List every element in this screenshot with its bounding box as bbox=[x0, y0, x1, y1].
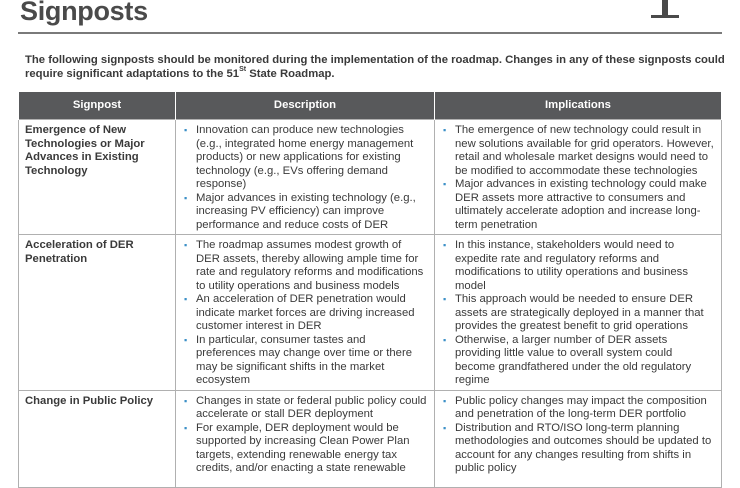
description-cell bbox=[176, 390, 435, 487]
table-header-row bbox=[19, 92, 722, 120]
bullet-icon: ▪ bbox=[443, 240, 447, 250]
list-item: ▪ This approach would be needed to ensure DER assets are strategically deployed in a manner that provides the greatest benefit to grid operations bbox=[443, 293, 704, 332]
bullet-icon: ▪ bbox=[184, 294, 188, 304]
table-row bbox=[19, 235, 722, 391]
description-cell bbox=[176, 120, 435, 235]
table-row bbox=[19, 120, 722, 235]
intro-text-before: The following signposts should be monitored during the implementation of the roadmap. Changes in any of these signposts could require significant adaptations to the 51 bbox=[25, 54, 725, 80]
list-item: ▪ Otherwise, a larger number of DER assets providing little value to overall system could become grandfathered under the old regulatory regime bbox=[443, 333, 692, 386]
bullet-icon: ▪ bbox=[184, 395, 188, 406]
intro-superscript: St bbox=[239, 66, 247, 74]
bullet-icon: ▪ bbox=[443, 334, 447, 345]
list-item: ▪ The roadmap assumes modest growth of DER assets, thereby allowing ample time for rate and regulatory reforms and modifications to utility operations and business models bbox=[184, 239, 424, 292]
bullet-icon: ▪ bbox=[443, 422, 447, 433]
implications-cell bbox=[435, 390, 722, 487]
intro-text-after: State Roadmap. bbox=[246, 68, 335, 80]
column-header-signpost: Signpost bbox=[19, 92, 176, 120]
bullet-icon: ▪ bbox=[443, 294, 447, 304]
table-row bbox=[19, 390, 722, 487]
bullet-icon: ▪ bbox=[184, 125, 188, 135]
implications-cell bbox=[435, 235, 722, 391]
title-divider bbox=[18, 32, 722, 34]
signpost-cell: Acceleration of DER Penetration bbox=[19, 235, 176, 391]
logo-icon bbox=[651, 0, 679, 18]
bullet-icon: ▪ bbox=[184, 422, 188, 433]
bullet-icon: ▪ bbox=[184, 334, 188, 345]
bullet-icon: ▪ bbox=[443, 179, 447, 189]
list-item: ▪ The emergence of new technology could result in new solutions available for grid operators. However, retail and wholesale market designs would need to be modified to accommodate these technologies bbox=[443, 124, 714, 177]
signpost-cell: Emergence of New Technologies or Major Advances in Existing Technology bbox=[19, 120, 176, 235]
list-item: ▪ An acceleration of DER penetration would indicate market forces are driving increased customer interest in DER bbox=[184, 293, 415, 332]
list-item: ▪ Public policy changes may impact the composition and penetration of the long-term DER portfolio bbox=[443, 394, 707, 420]
list-item: ▪ For example, DER deployment would be supported by increasing Clean Power Plan targets, extending renewable energy tax credits, and/or enacting a state renewable bbox=[184, 421, 410, 474]
signpost-cell: Change in Public Policy bbox=[19, 390, 176, 487]
column-header-implications: Implications bbox=[435, 92, 722, 120]
list-item: ▪ Major advances in existing technology (e.g., increasing PV efficiency) can improve performance and reduce costs of DER bbox=[184, 191, 416, 231]
list-item: ▪ Distribution and RTO/ISO long-term planning methodologies and outcomes should be updated to account for any changes resulting from shifts in public policy bbox=[443, 421, 712, 474]
list-item: ▪ Major advances in existing technology could make DER assets more attractive to consumers and ultimately accelerate adoption and increase long-term penetration bbox=[443, 178, 707, 231]
implications-cell bbox=[435, 120, 722, 235]
list-item: ▪ Innovation can produce new technologies (e.g., integrated home energy management products) or new applications for existing technology (e.g., EVs offering demand response) bbox=[184, 124, 414, 190]
page-title: Signposts bbox=[20, 0, 148, 26]
bullet-icon: ▪ bbox=[443, 395, 447, 406]
list-item: ▪ Changes in state or federal public policy could accelerate or stall DER deployment bbox=[184, 394, 427, 420]
signposts-table bbox=[18, 92, 722, 488]
column-header-description: Description bbox=[176, 92, 435, 120]
description-cell bbox=[176, 235, 435, 391]
list-item: ▪ In particular, consumer tastes and preferences may change over time or there may be significant shifts in the market ecosystem bbox=[184, 333, 413, 386]
bullet-icon: ▪ bbox=[184, 240, 188, 250]
bullet-icon: ▪ bbox=[443, 125, 447, 135]
bullet-icon: ▪ bbox=[184, 192, 188, 203]
intro-paragraph bbox=[25, 53, 725, 81]
list-item: ▪ In this instance, stakeholders would need to expedite rate and regulatory reforms and modifications to utility operations and business model bbox=[443, 239, 688, 292]
